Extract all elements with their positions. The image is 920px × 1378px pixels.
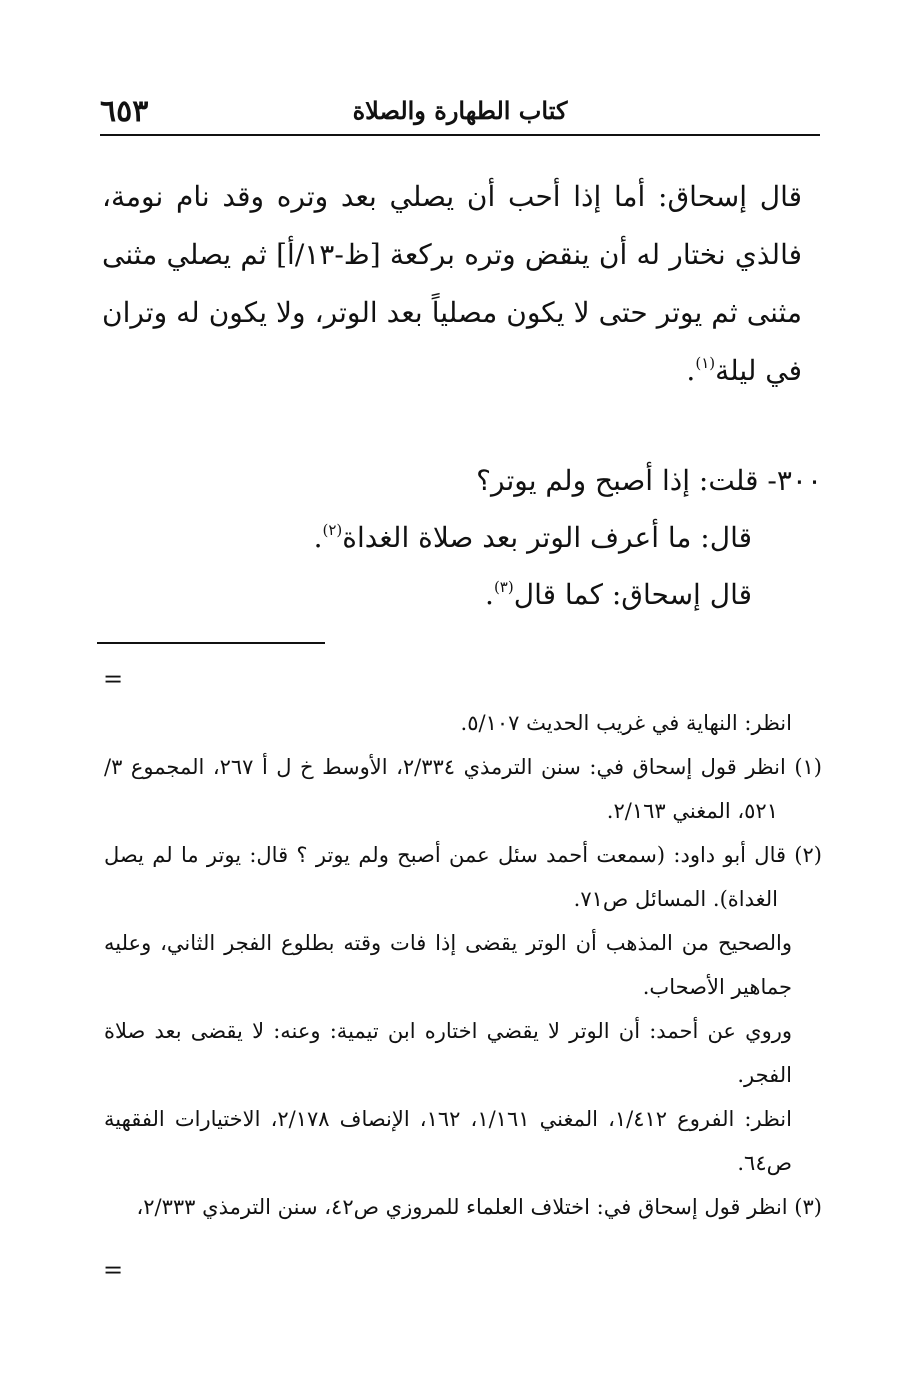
- footnote-ref-1: (١): [695, 353, 716, 372]
- running-title: كتاب الطهارة والصلاة: [352, 96, 568, 125]
- page-header: [100, 88, 820, 136]
- answer-line: [102, 509, 822, 566]
- paragraph-end: .: [686, 354, 696, 387]
- question-line: [102, 452, 822, 509]
- question-block-300: [102, 452, 822, 623]
- ishaq-text: قال إسحاق: كما قال: [513, 578, 752, 611]
- footnote-1: (١) انظر قول إسحاق في: سنن الترمذي ٢/٣٣٤، الأوسط خ ل أ ٢٦٧، المجموع ٣/ ٥٢١، المغني ٢/١٦٣.: [104, 755, 822, 823]
- footnote-2: (٢) قال أبو داود: (سمعت أحمد سئل عمن أصبح ولم يوتر ؟ قال: يوتر ما لم يصل الغداة). المسائل ص٧١.: [104, 843, 822, 911]
- main-paragraph: [102, 168, 802, 400]
- footnote-2-para-1: والصحيح من المذهب أن الوتر يقضى إذا فات وقته بطلوع الفجر الثاني، وعليه جماهير الأصحاب.: [104, 931, 792, 999]
- end-continuation-mark: =: [103, 1256, 124, 1284]
- ishaq-statement: [102, 168, 802, 400]
- footnotes: [104, 701, 822, 1229]
- page-number: ٦٥٣: [100, 94, 149, 129]
- footnote-separator: [97, 642, 325, 644]
- footnote-2-para-3: انظر: الفروع ١/٤١٢، المغني ١/١٦١، ١٦٢، الإنصاف ٢/١٧٨، الاختيارات الفقهية ص٦٤.: [104, 1107, 792, 1175]
- ishaq-line: [102, 566, 822, 623]
- question-number: ٣٠٠-: [767, 464, 822, 497]
- continuation-mark: =: [103, 665, 124, 693]
- question-text: قلت: إذا أصبح ولم يوتر؟: [476, 464, 759, 497]
- footnote-continued: انظر: النهاية في غريب الحديث ٥/١٠٧.: [460, 711, 792, 735]
- paragraph-text: قال إسحاق: أما إذا أحب أن يصلي بعد وتره وقد نام نومة، فالذي نختار له أن ينقض وتره بركعة [ظ-١٣/أ] ثم يصلي مثنى مثنى ثم يوتر حتى لا يكون مصلياً بعد الوتر، ولا يكون له وتران في ليلة: [102, 180, 802, 387]
- answer-text: قال: ما أعرف الوتر بعد صلاة الغداة: [342, 521, 752, 554]
- footnote-3: (٣) انظر قول إسحاق في: اختلاف العلماء للمروزي ص٤٢، سنن الترمذي ٢/٣٣٣،: [136, 1195, 822, 1219]
- answer-end: .: [313, 521, 323, 554]
- footnote-2-para-2: وروي عن أحمد: أن الوتر لا يقضي اختاره ابن تيمية: وعنه: لا يقضى بعد صلاة الفجر.: [104, 1019, 792, 1087]
- footnote-ref-3: (٣): [493, 577, 514, 596]
- footnote-ref-2: (٢): [322, 520, 343, 539]
- ishaq-end: .: [485, 578, 494, 611]
